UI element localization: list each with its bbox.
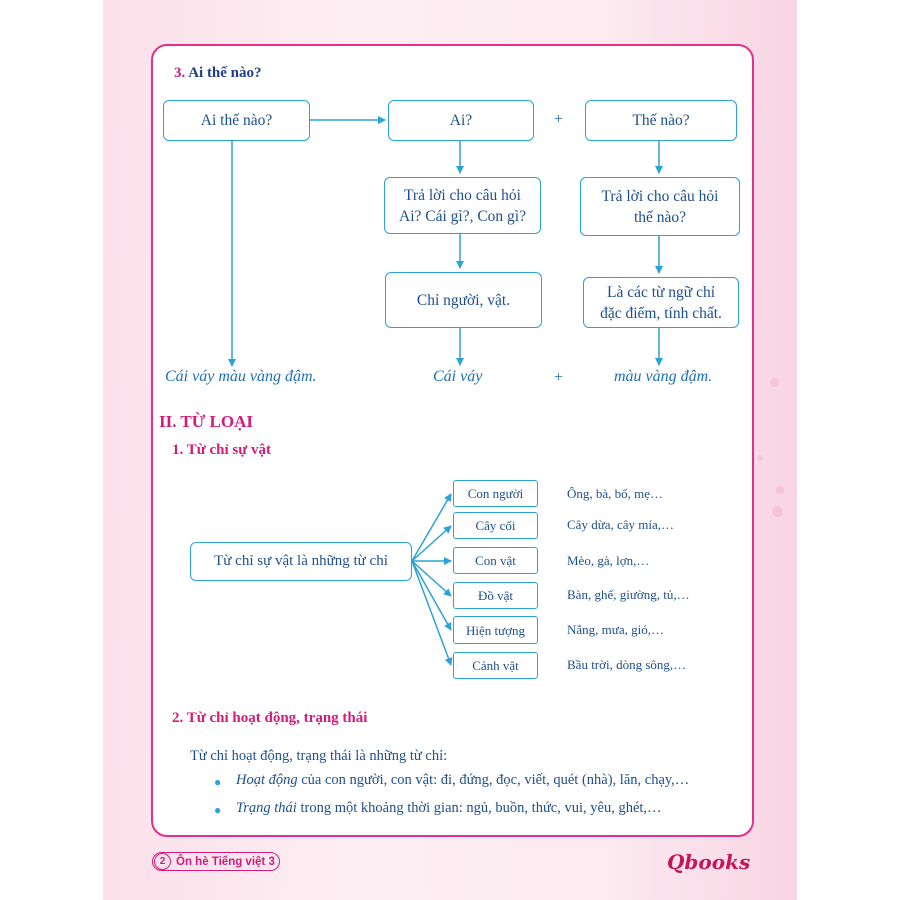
bullet-dot: ● (214, 775, 222, 789)
section3-heading-text: Ai thế nào? (188, 65, 262, 81)
diagram-who-desc-box (384, 177, 541, 234)
diagram-how-desc-box (580, 177, 740, 236)
sub1-item-examples: Bầu trời, dòng sông,… (567, 657, 687, 672)
sub2-bullet-2-rest: trong một khoảng thời gian: ngủ, buồn, thức, vui, yêu, ghét,… (296, 800, 662, 816)
diagram-root-box (163, 100, 310, 141)
diagram-who-label: Ai? (449, 112, 473, 129)
diagram-how-box (585, 100, 737, 141)
sub1-item-box (453, 652, 538, 679)
sub1-item-box (453, 512, 538, 539)
book-title: Ôn hè Tiếng việt 3 (176, 855, 275, 868)
sub1-item-examples: Mèo, gà, lợn,… (567, 553, 650, 568)
sub1-item-box (453, 616, 538, 644)
diagram-who-type-label: Chỉ người, vật. (416, 291, 511, 309)
sub2-bullet-2 (236, 800, 662, 817)
sub2-bullet-1-rest: của con người, con vật: đi, đứng, đọc, viết, quét (nhà), lăn, chạy,… (297, 772, 690, 788)
diagram-root-label: Ai thế nào? (200, 112, 273, 129)
diagram-who-desc-line1: Trả lời cho câu hỏi (404, 186, 521, 204)
sub1-item-label: Con vật (475, 553, 516, 568)
section3-heading (174, 65, 262, 82)
diagram-who-desc-line2: Ai? Cái gì?, Con gì? (399, 207, 526, 225)
diagram-how-type-line1: Là các từ ngữ chỉ (606, 283, 716, 301)
diagram-how-desc-line2: thế nào? (633, 208, 687, 226)
sub1-item-examples: Cây dừa, cây mía,… (567, 517, 675, 532)
diagram-example-who: Cái váy (433, 368, 483, 385)
sub2-heading: 2. Từ chỉ hoạt động, trạng thái (172, 710, 368, 726)
sub1-item-label: Đồ vật (477, 588, 514, 603)
sub1-item-box (453, 547, 538, 574)
diagram-how-type (600, 282, 722, 324)
sub1-item-label: Cây cối (475, 518, 516, 533)
sub2-bullet-1 (236, 772, 689, 789)
diagram-how-label: Thế nào? (632, 112, 690, 129)
diagram-who-type-box (385, 272, 542, 328)
sub1-root-label: Từ chỉ sự vật là những từ chỉ (214, 553, 388, 569)
sub1-item-label: Con người (467, 486, 524, 501)
diagram-how-type-line2: đặc điểm, tính chất. (600, 304, 722, 322)
page-number: 2 (154, 853, 171, 870)
diagram-how-type-box (583, 277, 739, 328)
sub1-root-box (190, 542, 412, 581)
part2-heading: II. TỪ LOẠI (159, 412, 253, 431)
publisher-logo: Qbooks (667, 850, 751, 874)
diagram-who-desc (399, 185, 526, 227)
bullet-dot: ● (214, 803, 222, 817)
sub1-item-examples: Nắng, mưa, gió,… (567, 622, 664, 637)
diagram-example-how: màu vàng đậm. (614, 368, 713, 385)
sub2-bullet-2-lead: Trạng thái (236, 800, 297, 816)
diagram-plus: + (554, 111, 564, 128)
sub1-item-examples: Ông, bà, bố, mẹ… (567, 486, 664, 501)
diagram-example-plus: + (554, 369, 564, 386)
sub2-bullet-1-lead: Hoạt động (236, 772, 298, 788)
sub2-intro: Từ chỉ hoạt động, trạng thái là những từ chỉ: (190, 748, 448, 764)
diagram-example-full: Cái váy màu vàng đậm. (165, 368, 317, 385)
diagram-how-desc (602, 186, 719, 228)
sub1-item-box (453, 582, 538, 609)
sub1-item-box (453, 480, 538, 507)
diagram-how-desc-line1: Trả lời cho câu hỏi (601, 187, 719, 205)
diagram-who-box (388, 100, 534, 141)
sub1-item-label: Cảnh vật (472, 658, 519, 673)
sub1-item-label: Hiện tượng (465, 622, 526, 638)
sub1-heading: 1. Từ chỉ sự vật (172, 442, 271, 458)
section3-heading-number: 3. (174, 65, 186, 81)
footer-book-tag (152, 852, 280, 871)
sub1-item-examples: Bàn, ghế, giường, tủ,… (567, 587, 690, 602)
